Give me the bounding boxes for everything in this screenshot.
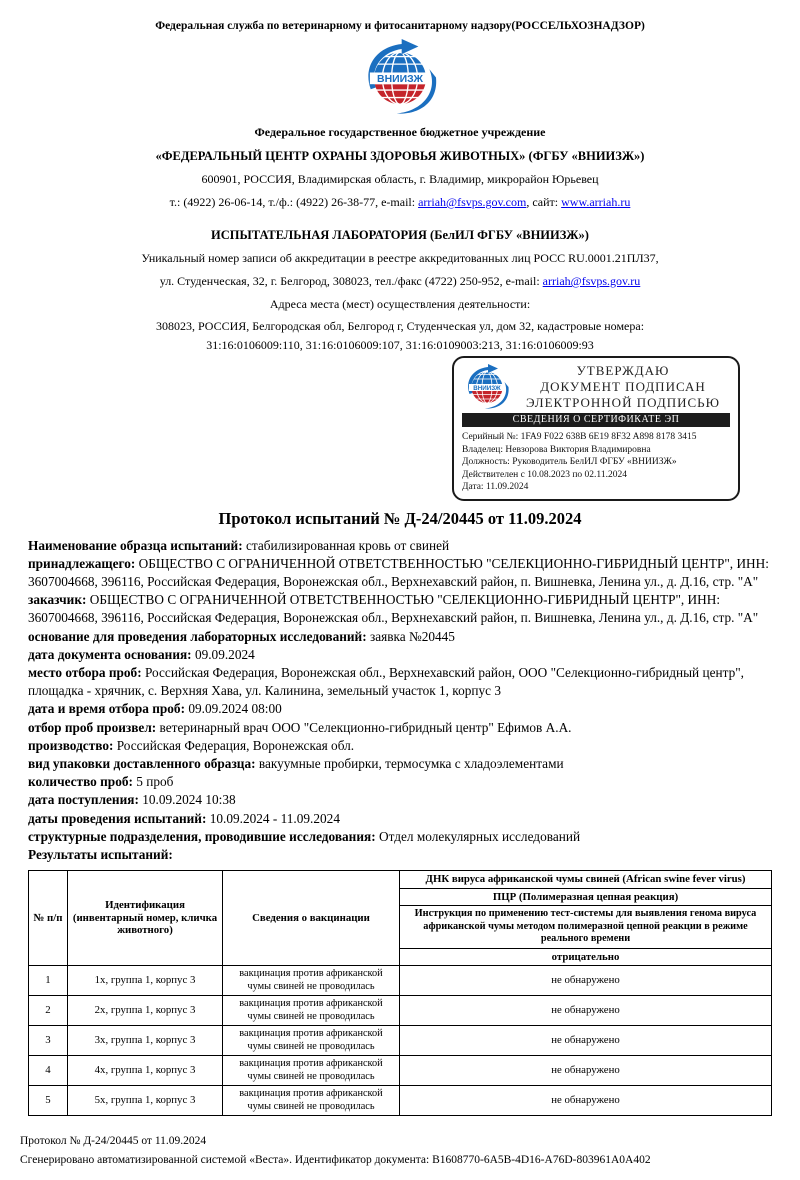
- institution-email-link[interactable]: arriah@fsvps.gov.com: [418, 195, 527, 209]
- row-result: не обнаружено: [400, 1026, 772, 1056]
- detail-value: 10.09.2024 10:38: [142, 792, 236, 808]
- stamp-date: Дата: 11.09.2024: [462, 482, 529, 492]
- detail-label: принадлежащего:: [28, 555, 136, 571]
- test-header-instruction: Инструкция по применению тест-системы для выявления генома вируса африканской чумы методом полимеразной цепной реакции в режиме реального времени: [400, 906, 772, 949]
- detail-value: 5 проб: [136, 774, 174, 790]
- row-vaccination: вакцинация против африканской чумы свиней не проводилась: [223, 1086, 400, 1116]
- lab-cadastral-numbers: 31:16:0106009:110, 31:16:0106009:107, 31:16:0109003:213, 31:16:0106009:93: [206, 338, 594, 352]
- test-header-pcr: ПЦР (Полимеразная цепная реакция): [400, 888, 772, 906]
- detail-value: Российская Федерация, Воронежская обл., Верхнехавский район, ООО "Селекционно-гибридный центр", площадка - хрячник, с. Верхняя Хава, ул. Калинина, земельный участок 1, корпус 3: [28, 664, 744, 699]
- lab-accreditation: Уникальный номер записи об аккредитации в реестре аккредитованных лиц РОСС RU.0001.21ПЛ37,: [141, 251, 659, 265]
- digital-signature-stamp: [452, 356, 740, 501]
- detail-value: ОБЩЕСТВО С ОГРАНИЧЕННОЙ ОТВЕТСТВЕННОСТЬЮ "СЕЛЕКЦИОННО-ГИБРИДНЫЙ ЦЕНТР", ИНН: 3607004668, 396116, Российская Федерация, Воронежская обл., Верхнехавский район, п. Вишневка, Ленина ул., д. Д.16, стр. "А": [28, 555, 769, 589]
- row-number: 5: [29, 1086, 68, 1116]
- stamp-vniizh-globe-icon: [462, 364, 512, 410]
- protocol-title: Протокол испытаний № Д-24/20445 от 11.09.2024: [218, 508, 582, 528]
- stamp-top: [462, 363, 730, 411]
- detail-label: место отбора проб:: [28, 664, 142, 680]
- detail-label: дата поступления:: [28, 792, 139, 808]
- institution-name: «ФЕДЕРАЛЬНЫЙ ЦЕНТР ОХРАНЫ ЗДОРОВЬЯ ЖИВОТНЫХ» (ФГБУ «ВНИИЗЖ»): [155, 149, 645, 163]
- detail-value: заявка №20445: [369, 628, 455, 644]
- lab-title: ИСПЫТАТЕЛЬНАЯ ЛАБОРАТОРИЯ (БелИЛ ФГБУ «ВНИИЗЖ»): [211, 228, 589, 242]
- row-vaccination: вакцинация против африканской чумы свиней не проводилась: [223, 1056, 400, 1086]
- detail-value: стабилизированная кровь от свиней: [245, 537, 450, 553]
- detail-label: производство:: [28, 737, 114, 753]
- row-identification: 2х, группа 1, корпус 3: [68, 996, 223, 1026]
- detail-label: Наименование образца испытаний:: [28, 537, 243, 553]
- row-vaccination: вакцинация против африканской чумы свиней не проводилась: [223, 1026, 400, 1056]
- row-number: 1: [29, 966, 68, 996]
- vniizh-globe-icon: [358, 39, 442, 116]
- detail-customer: [28, 591, 772, 627]
- lab-activity-title: Адреса места (мест) осуществления деятельности:: [269, 297, 531, 311]
- document-footer: [20, 1132, 772, 1170]
- test-header-negative: отрицательно: [400, 948, 772, 966]
- agency-header: Федеральная служба по ветеринарному и фитосанитарному надзору(РОССЕЛЬХОЗНАДЗОР): [155, 20, 645, 32]
- col-header-vaccination: Сведения о вакцинации: [223, 871, 400, 966]
- results-table: [28, 870, 772, 1116]
- detail-test-dates: [28, 810, 772, 828]
- detail-label: вид упаковки доставленного образца:: [28, 755, 256, 771]
- detail-label: дата и время отбора проб:: [28, 701, 186, 717]
- table-row: [29, 1056, 772, 1086]
- table-row: [29, 996, 772, 1026]
- table-header-row: [29, 871, 772, 889]
- row-identification: 5х, группа 1, корпус 3: [68, 1086, 223, 1116]
- row-identification: 1х, группа 1, корпус 3: [68, 966, 223, 996]
- detail-value: 09.09.2024 08:00: [188, 701, 282, 717]
- detail-label: Результаты испытаний:: [28, 846, 173, 862]
- contacts-middle: , сайт:: [526, 195, 562, 209]
- stamp-validity: Действителен с 10.08.2023 по 02.11.2024: [462, 469, 627, 480]
- institution-address: 600901, РОССИЯ, Владимирская область, г. Владимир, микрорайон Юрьевец: [201, 172, 599, 186]
- stamp-position: Должность: Руководитель БелИЛ ФГБУ «ВНИИЗЖ»: [462, 457, 677, 467]
- col-header-identification: Идентификация (инвентарный номер, кличка животного): [68, 871, 223, 966]
- lab-email-link[interactable]: arriah@fsvps.gov.ru: [542, 274, 641, 288]
- detail-label: количество проб:: [28, 774, 133, 790]
- stamp-serial: Серийный №: 1FA9 F022 638B 6E19 8F32 A898 8178 3415: [462, 432, 697, 442]
- detail-label: заказчик:: [28, 592, 87, 608]
- detail-receipt-date: [28, 791, 772, 809]
- row-number: 3: [29, 1026, 68, 1056]
- detail-label: отбор проб произвел:: [28, 719, 157, 735]
- table-row: [29, 1026, 772, 1056]
- row-result: не обнаружено: [400, 966, 772, 996]
- table-row: [29, 1086, 772, 1116]
- row-identification: 4х, группа 1, корпус 3: [68, 1056, 223, 1086]
- institution-website-link[interactable]: www.arriah.ru: [561, 195, 631, 209]
- row-result: не обнаружено: [400, 996, 772, 1026]
- detail-label: дата документа основания:: [28, 646, 192, 662]
- detail-sample-name: [28, 537, 772, 555]
- row-vaccination: вакцинация против африканской чумы свиней не проводилась: [223, 966, 400, 996]
- stamp-certificate-details: [462, 431, 730, 494]
- footer-protocol-number: Протокол № Д-24/20445 от 11.09.2024: [20, 1135, 207, 1148]
- row-number: 2: [29, 996, 68, 1026]
- footer-generated-by: Сгенерировано автоматизированной системой «Веста». Идентификатор документа: B1608770-6A5B-4D16-A76D-803961A0A402: [20, 1154, 651, 1167]
- row-identification: 3х, группа 1, корпус 3: [68, 1026, 223, 1056]
- sample-details: [28, 537, 772, 865]
- detail-value: вакуумные пробирки, термосумка с хладоэлементами: [258, 755, 564, 771]
- detail-basis: [28, 628, 772, 646]
- detail-value: Отдел молекулярных исследований: [378, 828, 581, 844]
- detail-basis-date: [28, 646, 772, 664]
- detail-sampling-datetime: [28, 700, 772, 718]
- detail-production: [28, 737, 772, 755]
- row-number: 4: [29, 1056, 68, 1086]
- detail-value: 10.09.2024 - 11.09.2024: [209, 810, 340, 826]
- detail-sampled-by: [28, 719, 772, 737]
- detail-value: ОБЩЕСТВО С ОГРАНИЧЕННОЙ ОТВЕТСТВЕННОСТЬЮ "СЕЛЕКЦИОННО-ГИБРИДНЫЙ ЦЕНТР", ИНН: 3607004668, 396116, Российская Федерация, Воронежская обл., Верхнехавский район, п. Вишневка, Ленина ул., д. Д.16, стр. "А": [28, 592, 759, 626]
- lab-activity-address: 308023, РОССИЯ, Белгородская обл, Белгород г, Студенческая ул, дом 32, кадастровые номера:: [155, 319, 645, 333]
- detail-label: структурные подразделения, проводившие исследования:: [28, 828, 376, 844]
- detail-sample-count: [28, 773, 772, 791]
- detail-sampling-place: [28, 664, 772, 700]
- stamp-approve-line: УТВЕРЖДАЮ: [576, 363, 670, 378]
- stamp-approval-text: [516, 363, 730, 411]
- detail-value: ветеринарный врач ООО "Селекционно-гибридный центр" Ефимов А.А.: [159, 719, 572, 735]
- institution-type: Федеральное государственное бюджетное учреждение: [254, 125, 546, 139]
- institution-contacts: [28, 195, 772, 210]
- detail-label: даты проведения испытаний:: [28, 810, 207, 826]
- logo-container: [28, 39, 772, 116]
- lab-address-prefix: ул. Студенческая, 32, г. Белгород, 308023, тел./факс (4722) 250-952, e-mail:: [159, 274, 543, 288]
- contacts-prefix: т.: (4922) 26-06-14, т./ф.: (4922) 26-38-77, e-mail:: [169, 195, 419, 209]
- test-header-dna: ДНК вируса африканской чумы свиней (African swine fever virus): [400, 871, 772, 889]
- detail-departments: [28, 828, 772, 846]
- detail-owner: [28, 555, 772, 591]
- detail-value: Российская Федерация, Воронежская обл.: [116, 737, 355, 753]
- stamp-signed-line2: ЭЛЕКТРОННОЙ ПОДПИСЬЮ: [526, 395, 720, 410]
- detail-value: 09.09.2024: [194, 646, 255, 662]
- detail-packaging: [28, 755, 772, 773]
- col-header-number: № п/п: [29, 871, 68, 966]
- lab-address: [28, 274, 772, 289]
- stamp-owner: Владелец: Невзорова Виктория Владимировна: [462, 444, 651, 455]
- detail-label: основание для проведения лабораторных исследований:: [28, 628, 367, 644]
- row-vaccination: вакцинация против африканской чумы свиней не проводилась: [223, 996, 400, 1026]
- row-result: не обнаружено: [400, 1086, 772, 1116]
- table-row: [29, 966, 772, 996]
- results-heading: [28, 846, 772, 864]
- row-result: не обнаружено: [400, 1056, 772, 1086]
- stamp-signed-line1: ДОКУМЕНТ ПОДПИСАН: [540, 379, 706, 394]
- stamp-certificate-bar: СВЕДЕНИЯ О СЕРТИФИКАТЕ ЭП: [462, 413, 730, 427]
